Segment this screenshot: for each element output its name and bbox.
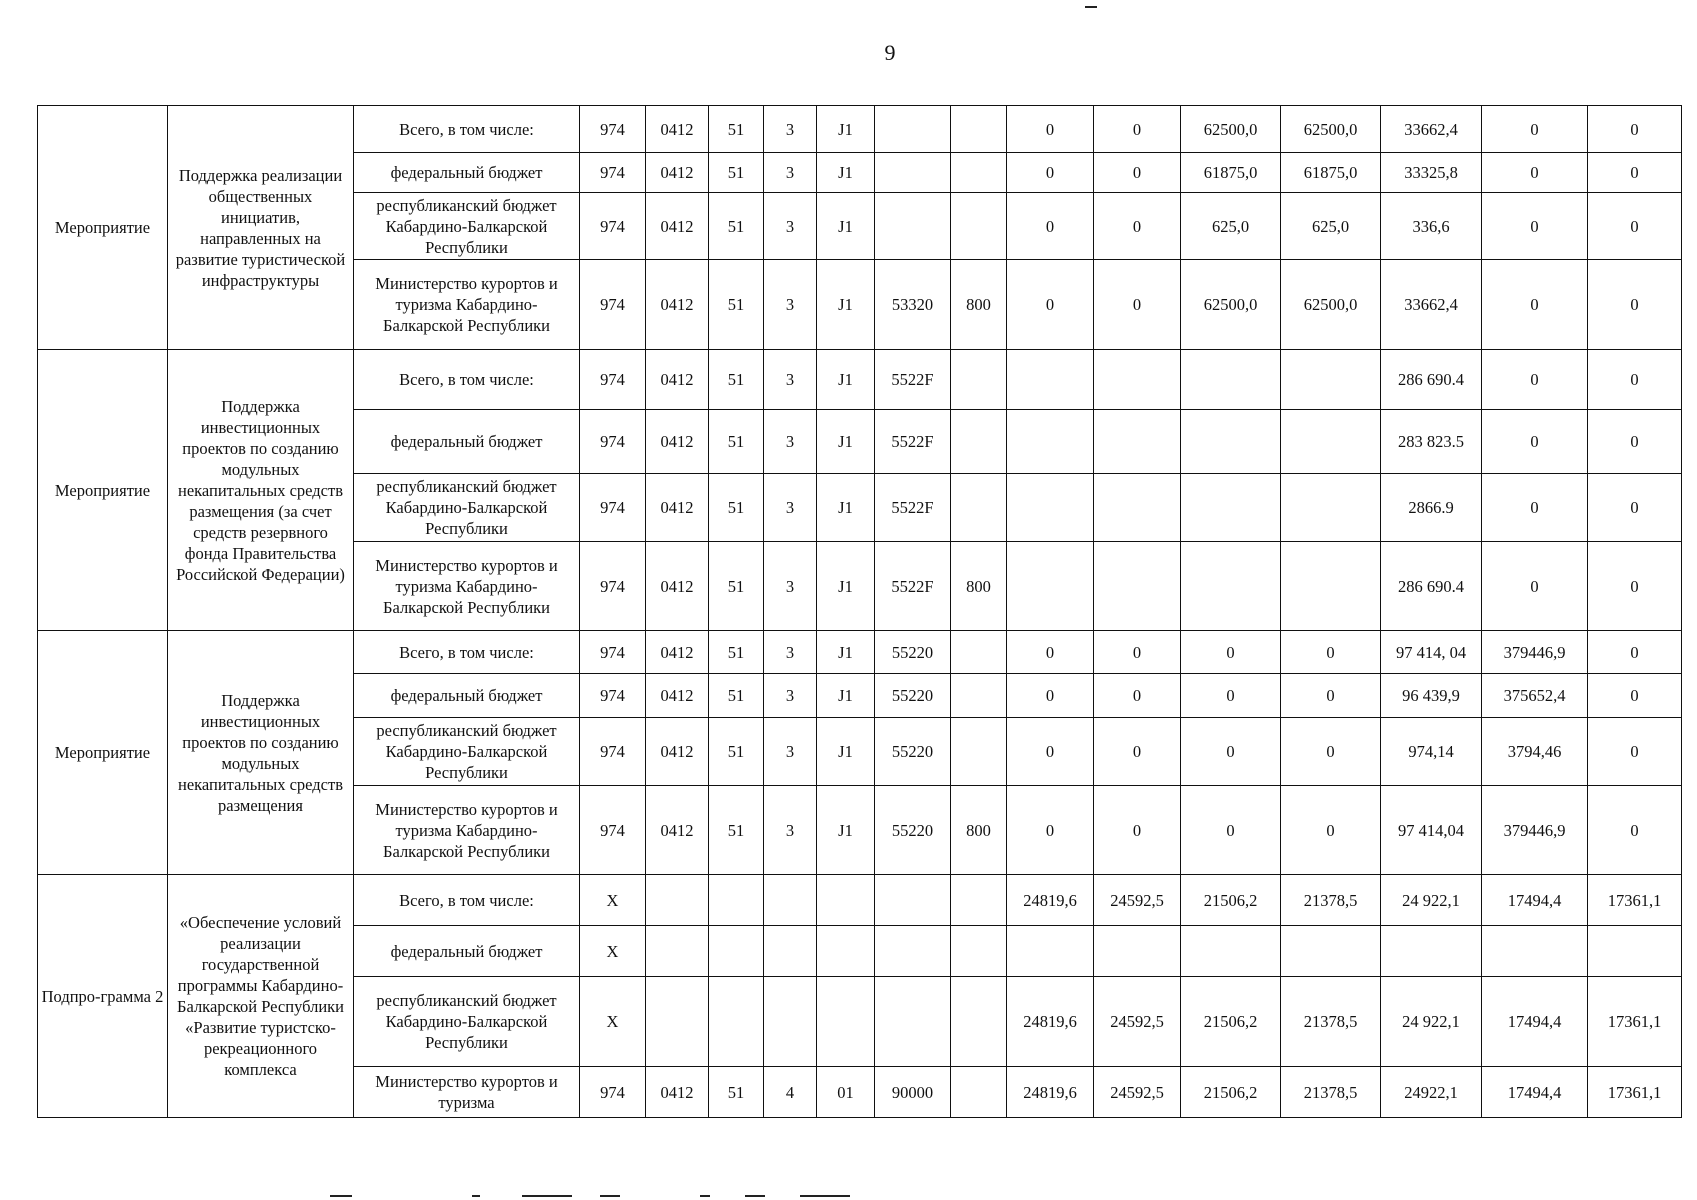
value-cell-y3 [1181, 542, 1281, 631]
value-cell-y3: 62500,0 [1181, 106, 1281, 153]
value-cell-grbs: 974 [580, 106, 646, 153]
scan-mark [330, 1195, 352, 1197]
value-cell-y1 [1007, 926, 1094, 977]
value-cell-c2: 3 [764, 350, 817, 410]
value-cell-c2 [764, 977, 817, 1067]
value-cell-y1: 24819,6 [1007, 875, 1094, 926]
value-cell-y6: 0 [1482, 410, 1588, 474]
value-cell-y6: 0 [1482, 260, 1588, 350]
value-cell-vr [951, 718, 1007, 786]
value-cell-y1 [1007, 350, 1094, 410]
value-cell-y3: 61875,0 [1181, 153, 1281, 193]
value-cell-c2: 3 [764, 260, 817, 350]
page-number: 9 [884, 40, 896, 65]
value-cell-c1: 51 [709, 350, 764, 410]
value-cell-c3 [817, 875, 875, 926]
value-cell-c1: 51 [709, 153, 764, 193]
section-type-cell: Мероприятие [38, 350, 168, 631]
value-cell-y1: 0 [1007, 153, 1094, 193]
value-cell-y2 [1094, 542, 1181, 631]
value-cell-y2 [1094, 926, 1181, 977]
value-cell-c3: J1 [817, 106, 875, 153]
value-cell-c1: 51 [709, 542, 764, 631]
value-cell-rzpr [646, 926, 709, 977]
value-cell-y7: 0 [1588, 193, 1682, 260]
value-cell-y7: 0 [1588, 474, 1682, 542]
value-cell-y6: 3794,46 [1482, 718, 1588, 786]
value-cell-y7 [1588, 926, 1682, 977]
value-cell-c2: 3 [764, 153, 817, 193]
value-cell-y3 [1181, 410, 1281, 474]
value-cell-y2: 0 [1094, 631, 1181, 674]
value-cell-y7: 0 [1588, 106, 1682, 153]
value-cell-y6 [1482, 926, 1588, 977]
value-cell-y1: 0 [1007, 631, 1094, 674]
table-row [38, 631, 1682, 674]
value-cell-rzpr: 0412 [646, 631, 709, 674]
value-cell-y5: 283 823.5 [1381, 410, 1482, 474]
scan-mark [745, 1195, 765, 1197]
section-type-cell: Подпро-грамма 2 [38, 875, 168, 1118]
value-cell-y5: 974,14 [1381, 718, 1482, 786]
value-cell-y6: 375652,4 [1482, 674, 1588, 718]
funding-source-cell: Министерство курортов и туризма [354, 1067, 580, 1118]
value-cell-y4 [1281, 350, 1381, 410]
value-cell-c4 [875, 926, 951, 977]
value-cell-y4 [1281, 410, 1381, 474]
value-cell-c2: 3 [764, 474, 817, 542]
value-cell-c4: 55220 [875, 786, 951, 875]
value-cell-c1: 51 [709, 718, 764, 786]
value-cell-y2: 0 [1094, 718, 1181, 786]
value-cell-y1: 0 [1007, 260, 1094, 350]
value-cell-y5: 286 690.4 [1381, 350, 1482, 410]
value-cell-y1 [1007, 410, 1094, 474]
value-cell-c4 [875, 977, 951, 1067]
value-cell-c1 [709, 977, 764, 1067]
value-cell-y2: 24592,5 [1094, 977, 1181, 1067]
funding-source-cell: федеральный бюджет [354, 410, 580, 474]
value-cell-y1: 0 [1007, 674, 1094, 718]
value-cell-y2: 0 [1094, 193, 1181, 260]
value-cell-y7: 0 [1588, 674, 1682, 718]
value-cell-rzpr: 0412 [646, 674, 709, 718]
value-cell-rzpr: 0412 [646, 193, 709, 260]
value-cell-c2: 3 [764, 193, 817, 260]
value-cell-y7: 0 [1588, 718, 1682, 786]
value-cell-vr [951, 106, 1007, 153]
value-cell-c3: J1 [817, 153, 875, 193]
value-cell-c2 [764, 875, 817, 926]
value-cell-c3: J1 [817, 474, 875, 542]
value-cell-y3: 0 [1181, 674, 1281, 718]
value-cell-c1: 51 [709, 260, 764, 350]
value-cell-y5: 336,6 [1381, 193, 1482, 260]
value-cell-rzpr: 0412 [646, 153, 709, 193]
value-cell-y7: 17361,1 [1588, 1067, 1682, 1118]
value-cell-y4: 0 [1281, 631, 1381, 674]
value-cell-vr [951, 153, 1007, 193]
value-cell-y6: 0 [1482, 153, 1588, 193]
value-cell-c2: 4 [764, 1067, 817, 1118]
value-cell-y5: 33662,4 [1381, 260, 1482, 350]
value-cell-c2: 3 [764, 106, 817, 153]
funding-source-cell: федеральный бюджет [354, 926, 580, 977]
value-cell-rzpr: 0412 [646, 410, 709, 474]
value-cell-y2 [1094, 474, 1181, 542]
value-cell-c3: J1 [817, 786, 875, 875]
value-cell-vr [951, 631, 1007, 674]
value-cell-y6: 0 [1482, 542, 1588, 631]
scan-mark [1085, 6, 1097, 8]
scan-mark [800, 1195, 850, 1197]
value-cell-c3: J1 [817, 542, 875, 631]
value-cell-c3: J1 [817, 193, 875, 260]
value-cell-y2: 0 [1094, 106, 1181, 153]
scan-mark [472, 1195, 480, 1197]
table-row [38, 875, 1682, 926]
value-cell-grbs: 974 [580, 350, 646, 410]
value-cell-c4: 55220 [875, 674, 951, 718]
value-cell-vr [951, 193, 1007, 260]
value-cell-c3 [817, 926, 875, 977]
value-cell-y3: 62500,0 [1181, 260, 1281, 350]
value-cell-y3: 625,0 [1181, 193, 1281, 260]
value-cell-grbs: X [580, 875, 646, 926]
value-cell-c4: 5522F [875, 474, 951, 542]
section-name-cell: Поддержка инвестиционных проектов по созданию модульных некапитальных средств размещения [168, 631, 354, 875]
funding-source-cell: федеральный бюджет [354, 674, 580, 718]
value-cell-y5: 286 690.4 [1381, 542, 1482, 631]
funding-source-cell: Министерство курортов и туризма Кабардино-Балкарской Республики [354, 260, 580, 350]
table-row [38, 350, 1682, 410]
value-cell-grbs: 974 [580, 786, 646, 875]
funding-source-cell: республиканский бюджет Кабардино-Балкарской Республики [354, 474, 580, 542]
value-cell-vr: 800 [951, 260, 1007, 350]
value-cell-grbs: 974 [580, 260, 646, 350]
value-cell-c4 [875, 106, 951, 153]
value-cell-c3 [817, 977, 875, 1067]
section-name-cell: Поддержка инвестиционных проектов по созданию модульных некапитальных средств размещения (за счет средств резервного фонда Правительства Российской Федерации) [168, 350, 354, 631]
value-cell-y4: 21378,5 [1281, 977, 1381, 1067]
value-cell-c4: 5522F [875, 410, 951, 474]
section-type-cell: Мероприятие [38, 631, 168, 875]
value-cell-y6: 17494,4 [1482, 977, 1588, 1067]
value-cell-rzpr: 0412 [646, 350, 709, 410]
value-cell-vr [951, 926, 1007, 977]
value-cell-y6: 17494,4 [1482, 1067, 1588, 1118]
value-cell-c2: 3 [764, 786, 817, 875]
value-cell-c4: 55220 [875, 631, 951, 674]
value-cell-grbs: 974 [580, 193, 646, 260]
value-cell-y7: 17361,1 [1588, 977, 1682, 1067]
value-cell-vr [951, 674, 1007, 718]
value-cell-grbs: 974 [580, 631, 646, 674]
value-cell-grbs: 974 [580, 542, 646, 631]
value-cell-y5 [1381, 926, 1482, 977]
value-cell-c4 [875, 193, 951, 260]
value-cell-y5: 33662,4 [1381, 106, 1482, 153]
section-name-cell: Поддержка реализации общественных инициатив, направленных на развитие туристической инфраструктуры [168, 106, 354, 350]
value-cell-c4 [875, 153, 951, 193]
value-cell-y5: 33325,8 [1381, 153, 1482, 193]
value-cell-c1: 51 [709, 1067, 764, 1118]
value-cell-rzpr: 0412 [646, 786, 709, 875]
value-cell-rzpr [646, 977, 709, 1067]
value-cell-grbs: 974 [580, 718, 646, 786]
value-cell-c4: 90000 [875, 1067, 951, 1118]
value-cell-y1: 0 [1007, 106, 1094, 153]
value-cell-rzpr: 0412 [646, 260, 709, 350]
value-cell-c1: 51 [709, 674, 764, 718]
funding-source-cell: Всего, в том числе: [354, 106, 580, 153]
value-cell-y1 [1007, 542, 1094, 631]
scan-mark [600, 1195, 620, 1197]
value-cell-c3: 01 [817, 1067, 875, 1118]
value-cell-y7: 17361,1 [1588, 875, 1682, 926]
value-cell-y5: 2866.9 [1381, 474, 1482, 542]
value-cell-y6: 379446,9 [1482, 631, 1588, 674]
value-cell-y5: 24 922,1 [1381, 875, 1482, 926]
value-cell-y6: 0 [1482, 474, 1588, 542]
value-cell-rzpr: 0412 [646, 542, 709, 631]
value-cell-y2: 0 [1094, 674, 1181, 718]
value-cell-y7: 0 [1588, 631, 1682, 674]
funding-source-cell: Всего, в том числе: [354, 631, 580, 674]
value-cell-y4 [1281, 542, 1381, 631]
value-cell-grbs: 974 [580, 410, 646, 474]
value-cell-grbs: X [580, 977, 646, 1067]
value-cell-y1: 0 [1007, 193, 1094, 260]
scan-mark [700, 1195, 710, 1197]
funding-source-cell: Всего, в том числе: [354, 875, 580, 926]
value-cell-y4: 21378,5 [1281, 1067, 1381, 1118]
section-name-cell: «Обеспечение условий реализации государственной программы Кабардино-Балкарской Республики «Развитие туристско-рекреационного комплекса [168, 875, 354, 1118]
value-cell-y4: 0 [1281, 786, 1381, 875]
value-cell-y7: 0 [1588, 350, 1682, 410]
value-cell-y3: 0 [1181, 786, 1281, 875]
value-cell-vr [951, 977, 1007, 1067]
funding-source-cell: Министерство курортов и туризма Кабардино-Балкарской Республики [354, 786, 580, 875]
value-cell-y2 [1094, 410, 1181, 474]
value-cell-c4 [875, 875, 951, 926]
value-cell-y4: 61875,0 [1281, 153, 1381, 193]
value-cell-rzpr [646, 875, 709, 926]
budget-table [37, 105, 1682, 1118]
value-cell-y5: 97 414, 04 [1381, 631, 1482, 674]
value-cell-y4: 62500,0 [1281, 106, 1381, 153]
value-cell-c2 [764, 926, 817, 977]
value-cell-c4: 5522F [875, 350, 951, 410]
value-cell-vr [951, 350, 1007, 410]
value-cell-y3: 21506,2 [1181, 977, 1281, 1067]
value-cell-y4: 625,0 [1281, 193, 1381, 260]
value-cell-y1: 24819,6 [1007, 1067, 1094, 1118]
value-cell-y3: 21506,2 [1181, 1067, 1281, 1118]
value-cell-y2: 0 [1094, 786, 1181, 875]
value-cell-y7: 0 [1588, 153, 1682, 193]
value-cell-grbs: 974 [580, 474, 646, 542]
value-cell-c2: 3 [764, 410, 817, 474]
value-cell-c4: 5522F [875, 542, 951, 631]
value-cell-y3 [1181, 474, 1281, 542]
value-cell-c1: 51 [709, 410, 764, 474]
value-cell-y7: 0 [1588, 542, 1682, 631]
value-cell-y1: 0 [1007, 718, 1094, 786]
funding-source-cell: республиканский бюджет Кабардино-Балкарской Республики [354, 193, 580, 260]
value-cell-c3: J1 [817, 350, 875, 410]
value-cell-c3: J1 [817, 718, 875, 786]
value-cell-c3: J1 [817, 260, 875, 350]
value-cell-c3: J1 [817, 674, 875, 718]
value-cell-c4: 55220 [875, 718, 951, 786]
value-cell-y5: 24 922,1 [1381, 977, 1482, 1067]
table-row [38, 106, 1682, 153]
value-cell-c1: 51 [709, 631, 764, 674]
value-cell-y3: 21506,2 [1181, 875, 1281, 926]
section-type-cell: Мероприятие [38, 106, 168, 350]
value-cell-vr: 800 [951, 542, 1007, 631]
value-cell-y7: 0 [1588, 786, 1682, 875]
scan-mark [522, 1195, 572, 1197]
value-cell-c2: 3 [764, 542, 817, 631]
funding-source-cell: Министерство курортов и туризма Кабардино-Балкарской Республики [354, 542, 580, 631]
value-cell-y4: 0 [1281, 674, 1381, 718]
value-cell-rzpr: 0412 [646, 106, 709, 153]
value-cell-c1 [709, 875, 764, 926]
value-cell-y4 [1281, 926, 1381, 977]
value-cell-y7: 0 [1588, 260, 1682, 350]
value-cell-c3: J1 [817, 631, 875, 674]
value-cell-c2: 3 [764, 674, 817, 718]
value-cell-grbs: 974 [580, 674, 646, 718]
value-cell-y2: 0 [1094, 153, 1181, 193]
value-cell-rzpr: 0412 [646, 1067, 709, 1118]
value-cell-c2: 3 [764, 631, 817, 674]
value-cell-y1: 0 [1007, 786, 1094, 875]
value-cell-c3: J1 [817, 410, 875, 474]
value-cell-y7: 0 [1588, 410, 1682, 474]
value-cell-y2 [1094, 350, 1181, 410]
value-cell-vr [951, 1067, 1007, 1118]
value-cell-y4: 21378,5 [1281, 875, 1381, 926]
funding-source-cell: республиканский бюджет Кабардино-Балкарской Республики [354, 718, 580, 786]
value-cell-grbs: 974 [580, 153, 646, 193]
value-cell-y5: 96 439,9 [1381, 674, 1482, 718]
value-cell-c1: 51 [709, 193, 764, 260]
value-cell-c2: 3 [764, 718, 817, 786]
value-cell-y2: 0 [1094, 260, 1181, 350]
value-cell-y1 [1007, 474, 1094, 542]
value-cell-y4: 0 [1281, 718, 1381, 786]
value-cell-y6: 379446,9 [1482, 786, 1588, 875]
value-cell-y6: 17494,4 [1482, 875, 1588, 926]
value-cell-y3 [1181, 926, 1281, 977]
value-cell-c1: 51 [709, 106, 764, 153]
value-cell-y3: 0 [1181, 718, 1281, 786]
funding-source-cell: республиканский бюджет Кабардино-Балкарской Республики [354, 977, 580, 1067]
value-cell-y3 [1181, 350, 1281, 410]
value-cell-y5: 97 414,04 [1381, 786, 1482, 875]
value-cell-y4 [1281, 474, 1381, 542]
value-cell-y5: 24922,1 [1381, 1067, 1482, 1118]
value-cell-c1: 51 [709, 786, 764, 875]
value-cell-vr [951, 474, 1007, 542]
value-cell-vr [951, 410, 1007, 474]
value-cell-y3: 0 [1181, 631, 1281, 674]
value-cell-c4: 53320 [875, 260, 951, 350]
value-cell-y6: 0 [1482, 350, 1588, 410]
value-cell-c1: 51 [709, 474, 764, 542]
value-cell-grbs: X [580, 926, 646, 977]
value-cell-y6: 0 [1482, 193, 1588, 260]
funding-source-cell: федеральный бюджет [354, 153, 580, 193]
value-cell-vr [951, 875, 1007, 926]
value-cell-y6: 0 [1482, 106, 1588, 153]
value-cell-vr: 800 [951, 786, 1007, 875]
value-cell-grbs: 974 [580, 1067, 646, 1118]
value-cell-y4: 62500,0 [1281, 260, 1381, 350]
value-cell-y2: 24592,5 [1094, 1067, 1181, 1118]
value-cell-y2: 24592,5 [1094, 875, 1181, 926]
value-cell-y1: 24819,6 [1007, 977, 1094, 1067]
value-cell-c1 [709, 926, 764, 977]
funding-source-cell: Всего, в том числе: [354, 350, 580, 410]
value-cell-rzpr: 0412 [646, 474, 709, 542]
value-cell-rzpr: 0412 [646, 718, 709, 786]
